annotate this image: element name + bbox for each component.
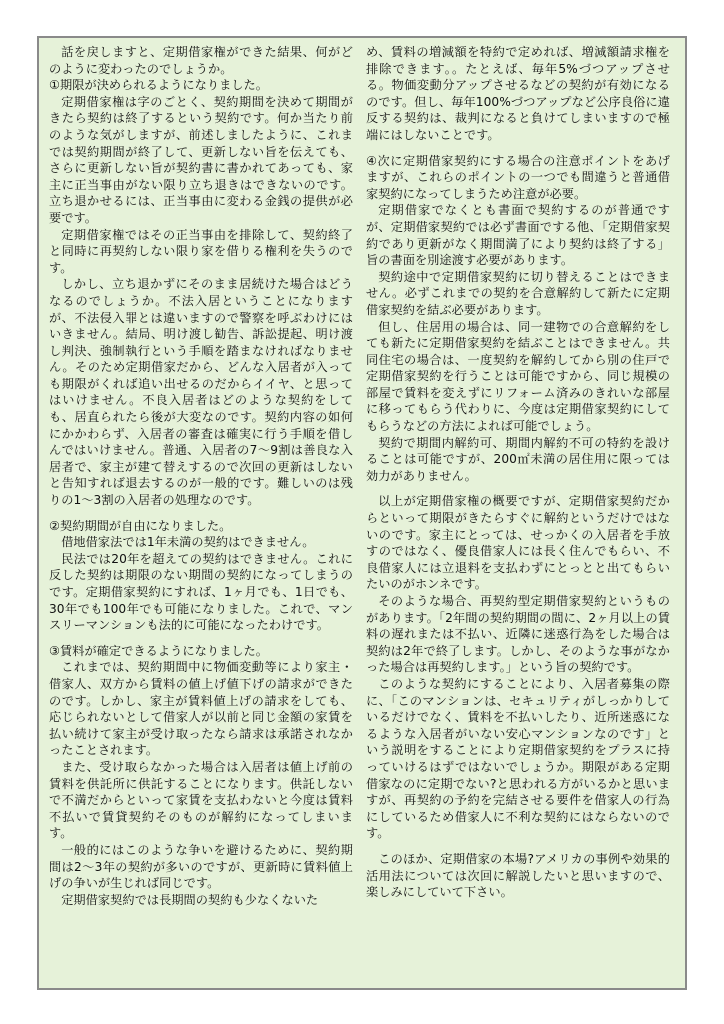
section-gap: [366, 484, 670, 493]
body-paragraph: そのような場合、再契約型定期借家契約というものがあります。「2年間の契約期間の間に、2ヶ月以上の賃料の遅れまたは不払い、近隣に迷惑行為をした場合は契約は2年で終了します。しかし、そのような事がなかった場合は再契約します。」という旨の契約です。: [366, 594, 670, 675]
article-frame: [37, 36, 687, 990]
body-paragraph: 定期借家権は字のごとく、契約期間を決めて期間がきたら契約は終了するという契約です。何か当たり前のような気がしますが、前述しましたように、これまでは契約期間が終了して、更新しない旨を伝えても、さらに更新しない旨が契約書に書かれてあっても、家主に正当事由がない限り立ち退きはできないのです。立ち退かせるには、正当事由に変わる金銭の提供が必要です。: [49, 94, 353, 225]
body-paragraph: しかし、立ち退かずにそのまま居続けた場合はどうなるのでしょうか。不法入居ということになりますが、不法侵入罪とは違いますので警察を呼ぶわけにはいきません。結局、明け渡し勧告、訴訟提起、明け渡し判決、強制執行という手順を踏まなければなりません。そのため定期借家だから、どんな入居者が入っても期限がくれば追い出せるのだからイイヤ、と思ってはいけません。不良入居者はどのような契約をしても、居直られたら後が大変なのです。契約内容の如何にかかわらず、入居者の審査は確実に行う手順を借しんではいけません。普通、入居者の7～9割は善良な入居者で、家主が建て替えするので次回の更新はしないと告知すれば退去するのが一般的です。難しいのは残りの1～3割の入居者の処理なのです。: [49, 277, 353, 508]
section-heading: ①期限が決められるようになりました。: [49, 78, 269, 93]
body-paragraph: 契約途中で定期借家契約に切り替えることはできません。必ずこれまでの契約を合意解約して新たに定期借家契約を結ぶ必要があります。: [366, 269, 670, 317]
body-paragraph: め、賃料の増減額を特約で定めれば、増減額請求権を排除できます。。たとえば、毎年5%づつアップさせる。物価変動分アップさせるなどの契約が有効になるのです。但し、毎年100%づつアップなど公序良俗に違反する契約は、裁判になると負けてしまいますので極端にはしないことです。: [366, 45, 670, 142]
body-paragraph: 契約で期間内解約可、期間内解約不可の特約を設けることは可能ですが、200㎡未満の居住用に限っては効力がありません。: [366, 435, 670, 483]
body-paragraph: 以上が定期借家権の概要ですが、定期借家契約だからといって期限がきたらすぐに解約というだけではないのです。家主にとっては、せっかくの入居者を手放すのではなく、優良借家人には長く住んでもらい、不良借家人には立退料を支払わずにとっとと出てもらいたいのがホンネです。: [366, 494, 670, 592]
body-paragraph: 一般的にはこのような争いを避けるために、契約期間は2～3年の契約が多いのですが、更新時に賃料値上げの争いが生じれば同じです。: [49, 842, 353, 891]
body-paragraph: 借地借家法では1年未満の契約はできません。: [61, 535, 315, 550]
body-paragraph: 民法では20年を超えての契約はできません。これに反した契約は期限のない期間の契約になってしまうのです。定期借家契約にすれば、1ヶ月でも、1日でも、30年でも100年でも可能になりました。これで、マンスリーマンションも法的に可能になったわけです。: [49, 551, 353, 633]
left-column: [49, 44, 353, 908]
section-gap: [366, 842, 670, 851]
body-paragraph: このような契約にすることにより、入居者募集の際に、「このマンションは、セキュリティがしっかりしているだけでなく、賃料を不払いしたり、近所迷惑になるような入居者がいない安心マンションなのです」という説明をすることにより定期借家契約をプラスに持っていけるはずではないでしょうか。期限がある定期借家なのに定期でない?と思われる方がいるかと思いますが、再契約の予約を完結させる要件を借家人の行為にしているため借家人に不利な契約にはならないのです。: [366, 676, 670, 841]
body-paragraph: 定期借家権ではその正当事由を排除して、契約終了と同時に再契約しない限り家を借りる権利を失うのです。: [49, 227, 353, 275]
section-gap: [49, 634, 353, 643]
section-gap: [49, 509, 353, 518]
section-heading: ②契約期間が自由になりました。: [49, 518, 232, 533]
section-gap: [366, 144, 670, 153]
body-paragraph: 話を戻しますと、定期借家権ができた結果、何がどのように変わったのでしょうか。: [49, 45, 353, 76]
body-paragraph: また、受け取らなかった場合は入居者は値上げ前の賃料を供託所に供託することになります。供託しないで不満だからといって家賃を支払わないと今度は賃料不払いで賃貸契約そのものが解約になってしまいます。: [49, 759, 353, 841]
section-heading: ③賃料が確定できるようになりました。: [49, 643, 269, 658]
body-paragraph: これまでは、契約期間中に物価変動等により家主・借家人、双方から賃料の値上げ値下げの請求ができたのです。しかし、家主が賃料値上げの請求をしても、応じられないとして借家人が以前と同じ金額の家賃を払い続けて家主が受け取ったなら請求は承諾されなかったことされます。: [49, 660, 353, 758]
section-heading: ④次に定期借家契約にする場合の注意ポイントをあげますが、これらのポイントの一つでも間違うと普通借家契約になってしまうため注意が必要。: [366, 153, 670, 201]
right-column: [366, 44, 670, 901]
body-paragraph: このほか、定期借家の本場?アメリカの事例や効果的活用法については次回に解説したいと思いますので、楽しみにしていて下さい。: [366, 851, 670, 900]
body-paragraph: 但し、住居用の場合は、同一建物での合意解約をしても新たに定期借家契約を結ぶことはできません。共同住宅の場合は、一度契約を解約してから別の住戸で定期借家契約を行うことは可能ですから、同じ規模の部屋で賃料を変えずにリフォーム済みのきれいな部屋に移ってもらう代わりに、今度は定期借家契約にしてもらうなどの方法によれば可能でしょう。: [366, 319, 670, 434]
body-paragraph: 定期借家でなくとも書面で契約するのが普通ですが、定期借家契約では必ず書面でする他、「定期借家契約であり更新がなく期間満了により契約は終了する」旨の書面を別途渡す必要があります。: [366, 203, 670, 268]
body-paragraph: 定期借家契約では長期間の契約も少なくないた: [61, 892, 319, 907]
